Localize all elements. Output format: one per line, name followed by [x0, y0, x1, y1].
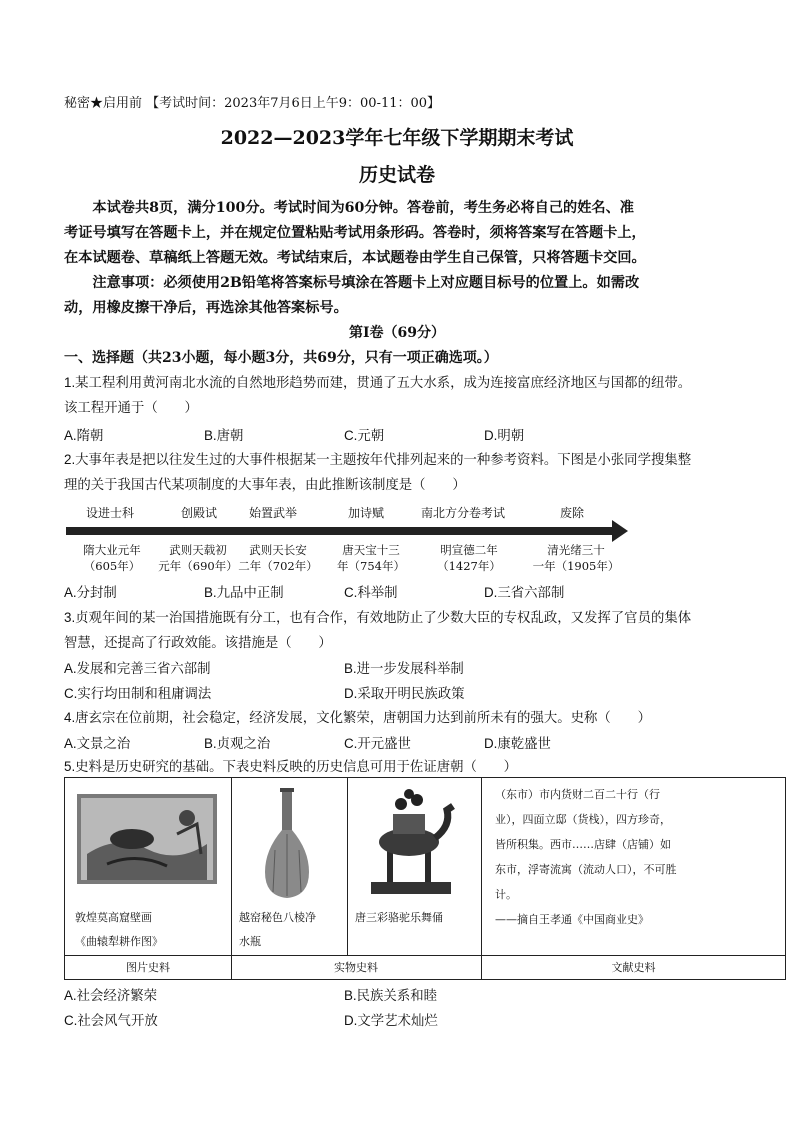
mural-caption	[75, 906, 163, 954]
timeline-date-line: 年（754年）	[337, 559, 405, 573]
question-text: 3.贞观年间的某一治国措施既有分工，也有合作，有效地防止了少数大臣的专权乱政，又发挥了官员的集体	[64, 610, 692, 625]
instructions-line: 注意事项：必须使用2B铅笔将答案标号填涂在答题卡上对应题目标号的位置上。如需改	[64, 275, 640, 291]
option-c[interactable]: C.元朝	[344, 428, 385, 443]
option-b[interactable]: B.唐朝	[204, 428, 244, 443]
option-c[interactable]: C.实行均田制和租庸调法	[64, 686, 212, 701]
question-text: 4.唐玄宗在位前期，社会稳定，经济发展，文化繁荣，唐朝国力达到前所未有的强大。史称（ ）	[64, 710, 651, 725]
option-c[interactable]: C.科举制	[344, 585, 398, 600]
question-text: 5.史料是历史研究的基础。下表史料反映的历史信息可用于佐证唐朝（ ）	[64, 759, 518, 774]
question-5	[64, 754, 517, 779]
timeline-date	[530, 542, 622, 574]
camel-image	[361, 786, 461, 898]
instructions-line: 动，用橡皮擦干净后，再选涂其他答案标号。	[64, 300, 348, 316]
caption-line: 敦煌莫高窟壁画	[75, 911, 152, 924]
option-c[interactable]: C.社会风气开放	[64, 1013, 158, 1028]
timeline-event: 始置武举	[249, 506, 298, 520]
timeline	[64, 494, 630, 576]
document-line: ——摘自王孝通《中国商业史》	[495, 913, 649, 926]
question-3	[64, 605, 691, 655]
document-line: 东市，浮寄流寓（流动人口），不可胜	[495, 863, 677, 876]
exam-title: 2022—2023学年七年级下学期期末考试	[220, 127, 574, 149]
question-text: 2.大事年表是把以往发生过的大事件根据某一主题按年代排列起来的一种参考资料。下图是小张同学搜集整	[64, 452, 692, 467]
option-d[interactable]: D.采取开明民族政策	[344, 686, 465, 701]
vase-cell	[231, 778, 348, 955]
timeline-event: 设进士科	[86, 506, 135, 520]
timeline-date-line: （1427年）	[437, 559, 501, 573]
option-a[interactable]: A.文景之治	[64, 736, 131, 751]
timeline-date-line: 一年（1905年）	[532, 559, 620, 573]
question-2	[64, 447, 691, 497]
footer-label-objects: 实物史料	[231, 955, 482, 980]
document-line: 计。	[495, 888, 517, 901]
instructions-line: 考证号填写在答题卡上，并在规定位置粘贴考试用条形码。答卷时，须将答案写在答题卡上，	[64, 225, 646, 241]
footer-label-pictures: 图片史料	[65, 955, 232, 980]
timeline-date	[238, 542, 318, 574]
timeline-date-line: 清光绪三十	[547, 543, 605, 557]
timeline-date-line: 武则天长安	[249, 543, 307, 557]
source-table	[64, 777, 786, 980]
timeline-date-line: 二年（702年）	[238, 559, 318, 573]
timeline-date-line: 元年（690年）	[158, 559, 238, 573]
option-a[interactable]: A.隋朝	[64, 428, 104, 443]
timeline-date	[158, 542, 238, 574]
caption-line: 越窑秘色八棱净	[239, 911, 316, 924]
vase-caption	[239, 906, 316, 954]
timeline-event: 创殿试	[181, 506, 218, 520]
caption-line: 唐三彩骆驼乐舞俑	[355, 911, 443, 924]
volume-heading: 第Ⅰ卷（69分）	[348, 325, 446, 341]
document-line: 皆所积集。西市……店肆（店铺）如	[495, 838, 671, 851]
option-d[interactable]: D.三省六部制	[484, 585, 565, 600]
timeline-date-line: 唐天宝十三	[342, 543, 400, 557]
vase-image	[257, 788, 317, 900]
camel-cell	[347, 778, 482, 955]
timeline-event: 废除	[560, 506, 585, 520]
option-c[interactable]: C.开元盛世	[344, 736, 411, 751]
mural-cell	[65, 778, 232, 955]
footer-label-documents: 文献史料	[482, 955, 785, 980]
instructions-line: 本试卷共8页，满分100分。考试时间为60分钟。答卷前，考生务必将自己的姓名、准	[64, 200, 634, 216]
timeline-date	[331, 542, 411, 574]
question-text: 理的关于我国古代某项制度的大事年表，由此推断该制度是（ ）	[64, 477, 466, 492]
option-b[interactable]: B.民族关系和睦	[344, 988, 437, 1003]
timeline-date-line: 隋大业元年	[83, 543, 141, 557]
instructions	[64, 196, 730, 321]
option-d[interactable]: D.文学艺术灿烂	[344, 1013, 438, 1028]
timeline-event: 南北方分卷考试	[421, 506, 506, 520]
camel-caption	[355, 906, 443, 930]
document-line: （东市）市内货财二百二十行（行	[495, 788, 660, 801]
option-a[interactable]: A.发展和完善三省六部制	[64, 661, 211, 676]
timeline-event: 加诗赋	[348, 506, 385, 520]
timeline-date	[72, 542, 152, 574]
exam-subtitle: 历史试卷	[358, 164, 435, 186]
timeline-date	[428, 542, 510, 574]
timeline-date-line: 明宣德二年	[440, 543, 498, 557]
exam-meta: 秘密★启用前 【考试时间：2023年7月6日上午9：00-11：00】	[64, 96, 441, 111]
question-text: 1.某工程利用黄河南北水流的自然地形趋势而建，贯通了五大水系，成为连接富庶经济地区与国都的纽带。	[64, 375, 692, 390]
instructions-line: 在本试题卷、草稿纸上答题无效。考试结束后，本试题卷由学生自己保管，只将答题卡交回。	[64, 250, 646, 266]
timeline-date-line: 武则天载初	[169, 543, 227, 557]
option-d[interactable]: D.康乾盛世	[484, 736, 551, 751]
question-text: 该工程开通于（ ）	[64, 400, 198, 415]
document-line: 业），四面立邸（货栈），四方珍奇，	[495, 813, 671, 826]
timeline-date-line: （605年）	[83, 559, 141, 573]
question-1	[64, 370, 691, 420]
option-b[interactable]: B.九品中正制	[204, 585, 284, 600]
question-4	[64, 705, 651, 730]
document-source	[495, 782, 775, 932]
option-d[interactable]: D.明朝	[484, 428, 525, 443]
caption-line: 水瓶	[239, 935, 261, 948]
caption-line: 《曲辕犁耕作图》	[75, 935, 163, 948]
option-b[interactable]: B.进一步发展科举制	[344, 661, 464, 676]
mural-image	[77, 794, 217, 884]
section-heading: 一、选择题（共23小题，每小题3分，共69分，只有一项正确选项。）	[64, 350, 498, 366]
option-a[interactable]: A.分封制	[64, 585, 117, 600]
question-text: 智慧，还提高了行政效能。该措施是（ ）	[64, 635, 332, 650]
option-a[interactable]: A.社会经济繁荣	[64, 988, 157, 1003]
option-b[interactable]: B.贞观之治	[204, 736, 271, 751]
